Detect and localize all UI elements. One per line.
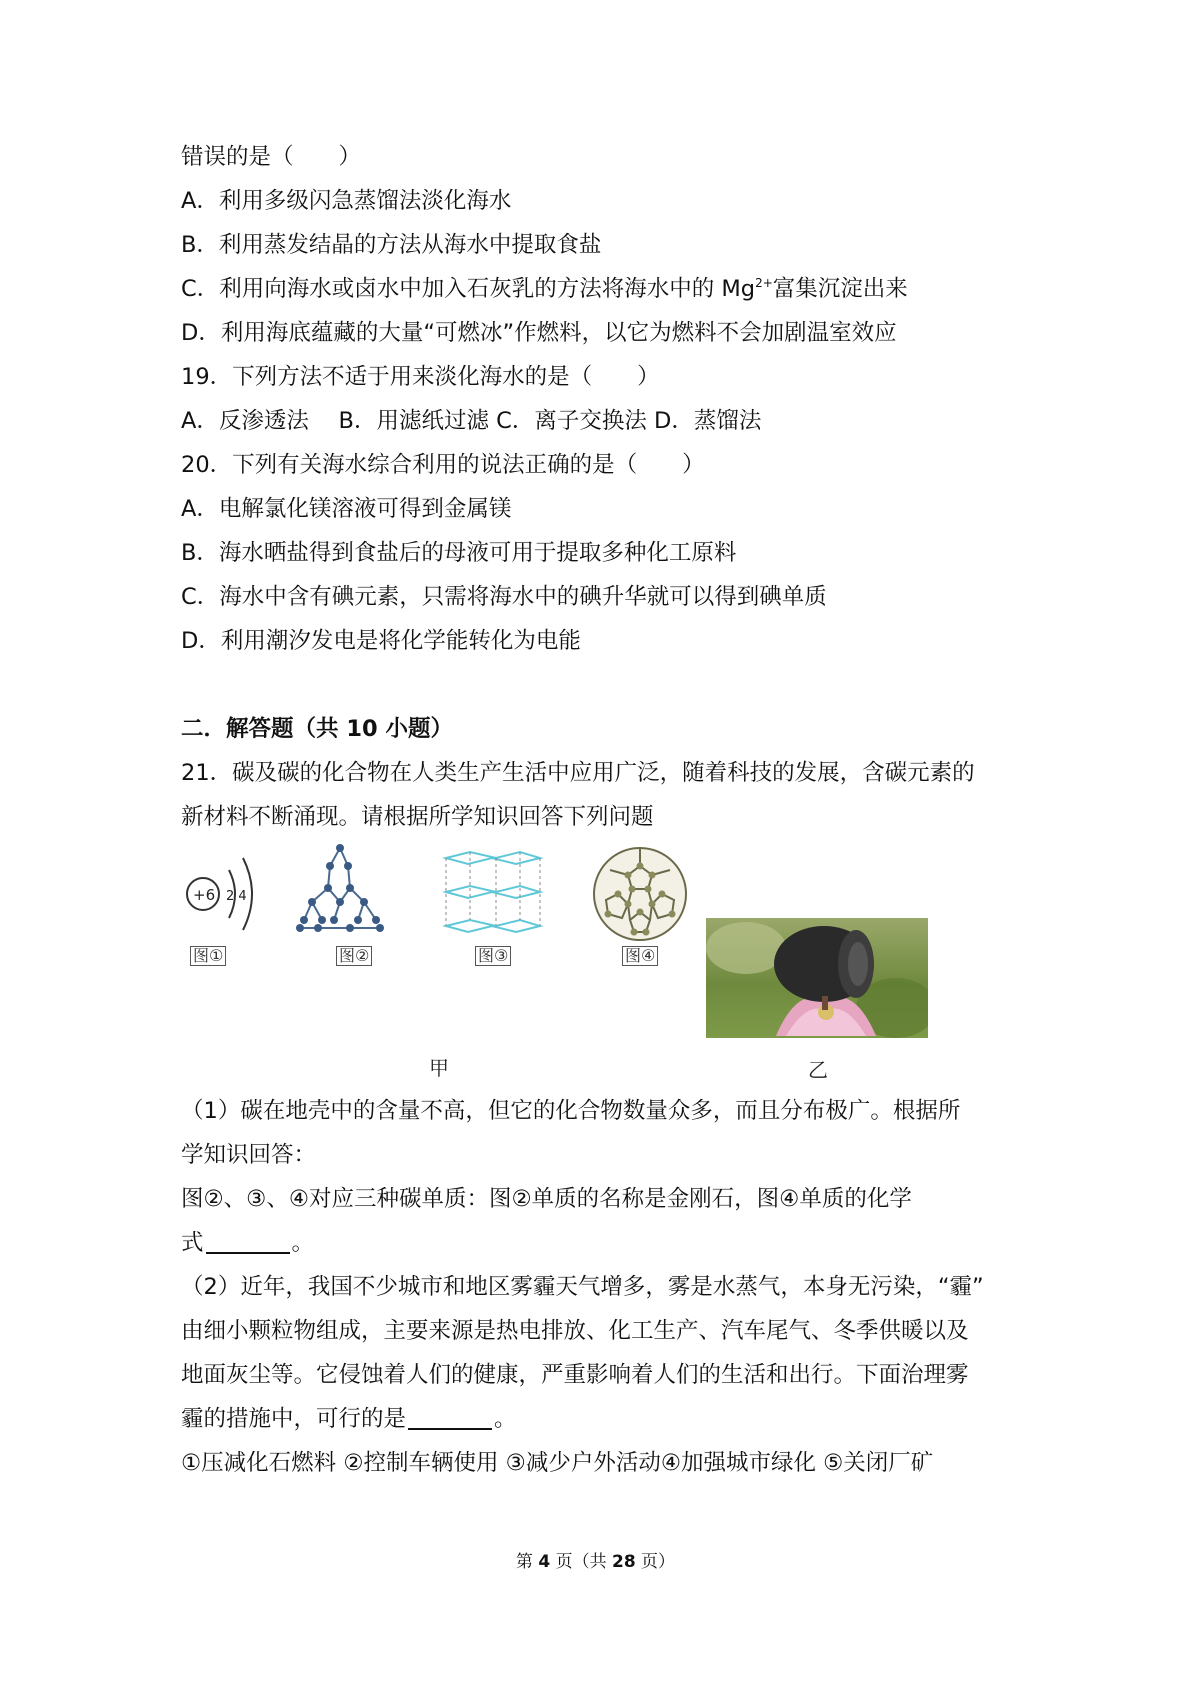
fig1-label: 图① [190, 946, 226, 966]
part-1-a: （1）碳在地壳中的含量不高，但它的化合物数量众多，而且分布极广。根据所 [181, 1098, 961, 1124]
question-21: 21．碳及碳的化合物在人类生产生活中应用广泛，随着科技的发展，含碳元素的 [181, 760, 975, 786]
nucleus-charge: +6 [193, 886, 216, 904]
question-19: 19．下列方法不适于用来淡化海水的是（ ） [181, 364, 660, 390]
part-2-d-text: 霾的措施中，可行的是 [181, 1406, 407, 1432]
page-number: 4 [538, 1552, 551, 1572]
electron-shells: 2 4 [226, 889, 247, 904]
section-heading: 二．解答题（共 10 小题） [181, 716, 453, 742]
answer-blank-1[interactable] [206, 1230, 290, 1254]
c60-structure [588, 844, 692, 944]
option-a: A．利用多级闪急蒸馏法淡化海水 [181, 188, 512, 214]
graphite-structure [440, 848, 544, 944]
caption-jia: 甲 [429, 1056, 449, 1080]
answer-blank-2[interactable] [408, 1406, 492, 1430]
part-1-d-text: 式 [181, 1230, 204, 1256]
question-stem-tail: 错误的是（ ） [181, 144, 362, 170]
part-1-d-end: 。 [291, 1230, 315, 1256]
part-2-c: 地面灰尘等。它侵蚀着人们的健康，严重影响着人们的生活和出行。下面治理雾 [181, 1362, 969, 1388]
part-2-d [181, 1404, 517, 1434]
part-1-b: 学知识回答： [181, 1142, 317, 1168]
mg-charge: 2+ [755, 276, 773, 290]
option-b: B．利用蒸发结晶的方法从海水中提取食盐 [181, 232, 602, 258]
part-2-d-end: 。 [494, 1406, 517, 1432]
part-2-options: ①压减化石燃料 ②控制车辆使用 ③减少户外活动④加强城市绿化 ⑤关闭厂矿 [181, 1450, 934, 1476]
part-1-d [181, 1228, 314, 1258]
part-2-a: （2）近年，我国不少城市和地区雾霾天气增多，雾是水蒸气，本身无污染，“霾” [181, 1274, 984, 1300]
part-1-c: 图②、③、④对应三种碳单质：图②单质的名称是金刚石，图④单质的化学 [181, 1186, 912, 1212]
question-21-cont: 新材料不断涌现。请根据所学知识回答下列问题 [181, 804, 654, 830]
option-c [181, 274, 908, 304]
diamond-structure [290, 840, 390, 945]
q20-option-b: B．海水晒盐得到食盐后的母液可用于提取多种化工原料 [181, 540, 737, 566]
carbon-aerogel-photo [706, 918, 928, 1038]
page-footer [0, 1547, 1191, 1572]
total-pages: 28 [611, 1552, 636, 1572]
option-c-text: C．利用向海水或卤水中加入石灰乳的方法将海水中的 Mg [181, 276, 756, 302]
q20-option-c: C．海水中含有碘元素，只需将海水中的碘升华就可以得到碘单质 [181, 584, 827, 610]
q20-option-a: A．电解氯化镁溶液可得到金属镁 [181, 496, 512, 522]
fig4-label: 图④ [622, 946, 658, 966]
option-d: D．利用海底蕴藏的大量“可燃冰”作燃料，以它为燃料不会加剧温室效应 [181, 320, 897, 346]
part-2-b: 由细小颗粒物组成，主要来源是热电排放、化工生产、汽车尾气、冬季供暖以及 [181, 1318, 969, 1344]
footer-post: 页） [635, 1552, 676, 1572]
carbon-atom-diagram [181, 850, 271, 942]
footer-mid: 页（共 [550, 1552, 612, 1572]
fig2-label: 图② [336, 946, 372, 966]
question-19-options: A．反渗透法 B．用滤纸过滤 C．离子交换法 D．蒸馏法 [181, 408, 762, 434]
footer-pre: 第 [515, 1552, 539, 1572]
q20-option-d: D．利用潮汐发电是将化学能转化为电能 [181, 628, 581, 654]
caption-yi: 乙 [808, 1058, 828, 1082]
fig3-label: 图③ [475, 946, 511, 966]
question-20: 20．下列有关海水综合利用的说法正确的是（ ） [181, 452, 705, 478]
option-c-text-end: 富集沉淀出来 [772, 276, 908, 302]
